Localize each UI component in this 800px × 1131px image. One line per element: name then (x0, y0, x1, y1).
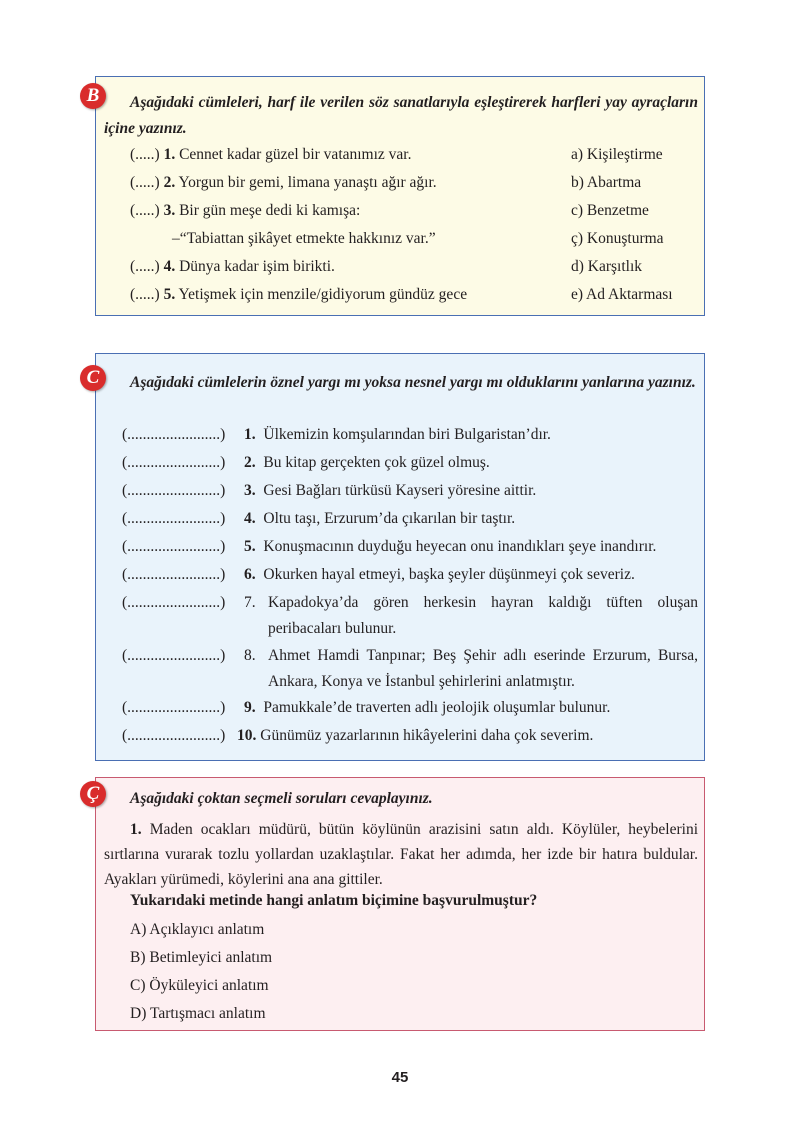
b-item-3: (.....) 3. Bir gün meşe dedi ki kamışa: (130, 202, 361, 219)
c-blank-3: (........................) (122, 482, 226, 499)
cc-passage: 1. Maden ocakları müdürü, bütün köylünün arazisini satın aldı. Köylüler, heybelerini sırtlarına vurarak tozlu yollardan uzaklaştılar. Fakat her adımda, her izde bir hatıra buldular. Ayakları yürümedi, köylerini ana ana gittiler. (104, 821, 698, 888)
b-option-b: b) Abartma (571, 174, 642, 191)
b-option-a: a) Kişileştirme (571, 146, 663, 163)
section-b-badge: B (80, 83, 106, 109)
c-item-8-text: Ahmet Hamdi Tanpınar; Beş Şehir adlı eserinde Erzurum, Bursa, Ankara, Konya ve İstanbul şehirlerini anlatmıştır. (268, 647, 698, 690)
c-item-4: 4. Oltu taşı, Erzurum’da çıkarılan bir taştır. (244, 510, 516, 527)
cc-question: Yukarıdaki metinde hangi anlatım biçimine başvurulmuştur? (130, 892, 538, 909)
b-option-e: e) Ad Aktarması (571, 286, 673, 303)
section-cc-badge: Ç (80, 781, 106, 807)
cc-answer-d: D) Tartışmacı anlatım (130, 1005, 266, 1022)
c-blank-6: (........................) (122, 566, 226, 583)
c-item-10: 10. Günümüz yazarlarının hikâyelerini daha çok severim. (237, 727, 594, 744)
c-item-6: 6. Okurken hayal etmeyi, başka şeyler düşünmeyi çok severiz. (244, 566, 635, 583)
section-c-badge: C (80, 365, 106, 391)
c-blank-1: (........................) (122, 426, 226, 443)
section-b-instruction: Aşağıdaki cümleleri, harf ile verilen söz sanatlarıyla eşleştirerek harfleri yay ayraçların içine yazınız. (104, 94, 698, 137)
c-blank-4: (........................) (122, 510, 226, 527)
c-item-7-num: 7. (244, 594, 256, 611)
c-item-8-num: 8. (244, 647, 256, 664)
c-blank-9: (........................) (122, 699, 226, 716)
b-option-c: c) Benzetme (571, 202, 649, 219)
c-item-5: 5. Konuşmacının duyduğu heyecan onu inandıkları şeye inandırır. (244, 538, 657, 555)
b-item-3-quote: –“Tabiattan şikâyet etmekte hakkınız var.” (172, 230, 436, 247)
b-option-cc: ç) Konuşturma (571, 230, 664, 247)
b-item-5: (.....) 5. Yetişmek için menzile/gidiyorum gündüz gece (130, 286, 468, 303)
c-blank-5: (........................) (122, 538, 226, 555)
b-item-2: (.....) 2. Yorgun bir gemi, limana yanaştı ağır ağır. (130, 174, 437, 191)
b-item-4: (.....) 4. Dünya kadar işim birikti. (130, 258, 335, 275)
c-item-3: 3. Gesi Bağları türküsü Kayseri yöresine aittir. (244, 482, 537, 499)
c-blank-8: (........................) (122, 647, 226, 664)
cc-answer-b: B) Betimleyici anlatım (130, 949, 273, 966)
c-item-7-text: Kapadokya’da gören herkesin hayran kaldığı tüften oluşan peribacaları bulunur. (268, 594, 698, 637)
section-cc-instruction: Aşağıdaki çoktan seçmeli soruları cevaplayınız. (130, 790, 433, 807)
b-option-d: d) Karşıtlık (571, 258, 643, 275)
c-item-2: 2. Bu kitap gerçekten çok güzel olmuş. (244, 454, 490, 471)
c-item-1: 1. Ülkemizin komşularından biri Bulgaristan’dır. (244, 426, 551, 443)
c-item-9: 9. Pamukkale’de traverten adlı jeolojik oluşumlar bulunur. (244, 699, 611, 716)
c-blank-7: (........................) (122, 594, 226, 611)
c-blank-2: (........................) (122, 454, 226, 471)
page-number: 45 (391, 1069, 409, 1086)
c-blank-10: (........................) (122, 727, 226, 744)
b-item-1: (.....) 1. Cennet kadar güzel bir vatanımız var. (130, 146, 412, 163)
cc-answer-c: C) Öyküleyici anlatım (130, 977, 269, 994)
cc-answer-a: A) Açıklayıcı anlatım (130, 921, 265, 938)
section-c-instruction: Aşağıdaki cümlelerin öznel yargı mı yoksa nesnel yargı mı olduklarını yanlarına yazınız. (130, 374, 696, 391)
